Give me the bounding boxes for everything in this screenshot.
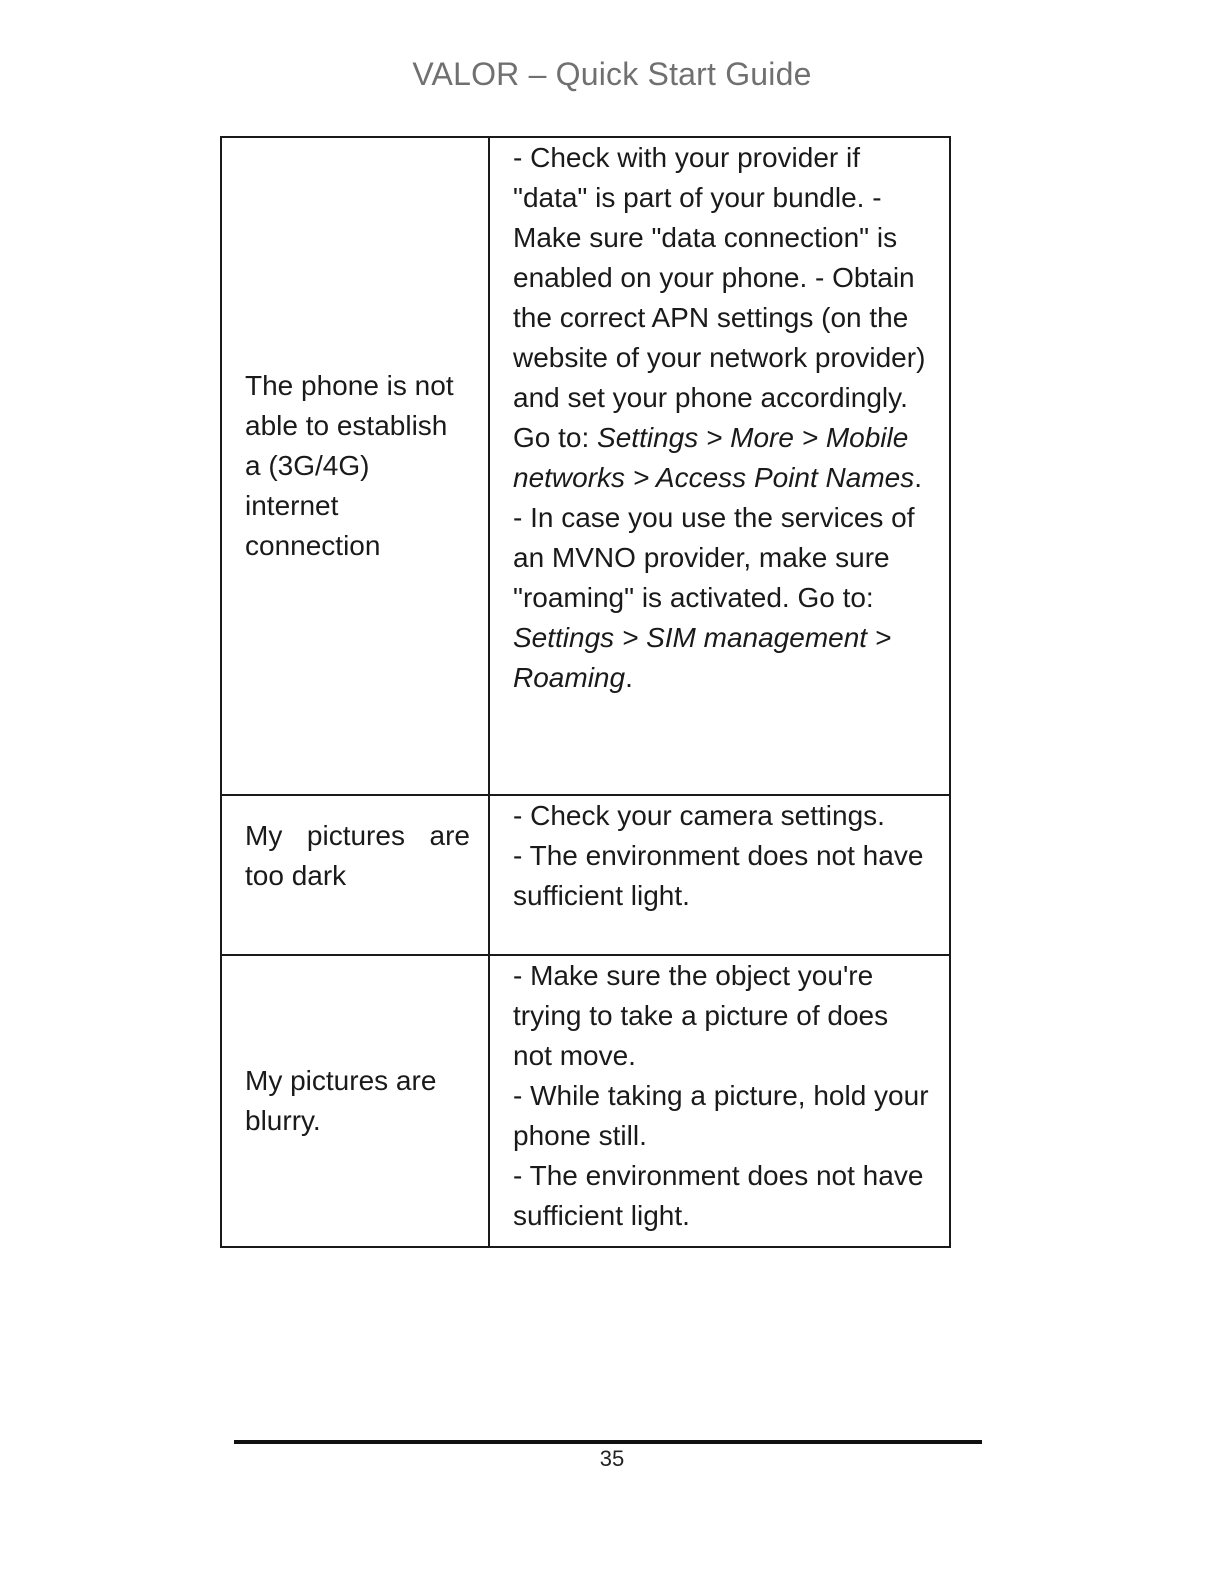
solution-item: - While taking a picture, hold your phone still. (513, 1080, 929, 1151)
footer-divider (234, 1440, 982, 1444)
solution-cell (489, 137, 950, 795)
problem-cell (221, 795, 489, 955)
problem-text: The phone is not able to establish a (3G/4G) internet connection (245, 370, 454, 561)
solution-item (513, 498, 931, 698)
problem-cell (221, 955, 489, 1247)
menu-path: Settings > SIM management > Roaming (513, 622, 892, 693)
solution-item: - Check your camera settings. (513, 800, 885, 831)
solution-item: - Make sure the object you're trying to take a picture of does not move. (513, 960, 889, 1071)
table-row (221, 795, 950, 955)
solution-text: - In case you use the services of an MVNO provider, make sure "roaming" is activated. Go to: (513, 502, 915, 613)
problem-cell (221, 137, 489, 795)
problem-text: My pictures are (245, 820, 470, 851)
table-row (221, 137, 950, 795)
solution-text: - Check with your provider if "data" is part of your bundle. - Make sure "data connection" is enabled on your phone. - Obtain the correct APN settings (on the website of your network provider) and set your phone accordingly. Go to: (513, 142, 926, 453)
solution-cell (489, 795, 950, 955)
troubleshooting-table (220, 136, 951, 1248)
menu-path: Settings > More > Mobile networks > Access Point Names (513, 422, 915, 493)
solution-text: . (914, 462, 923, 493)
solution-text: . (625, 662, 633, 693)
solution-item: - The environment does not have sufficient light. (513, 1160, 924, 1231)
solution-item (513, 138, 931, 498)
problem-text: too dark (245, 860, 347, 891)
table-row (221, 955, 950, 1247)
page-header-title: VALOR – Quick Start Guide (412, 56, 812, 92)
solution-item: - The environment does not have sufficient light. (513, 840, 924, 911)
solution-cell (489, 955, 950, 1247)
problem-text: My pictures are blurry. (245, 1065, 437, 1136)
page-number: 35 (599, 1446, 625, 1471)
